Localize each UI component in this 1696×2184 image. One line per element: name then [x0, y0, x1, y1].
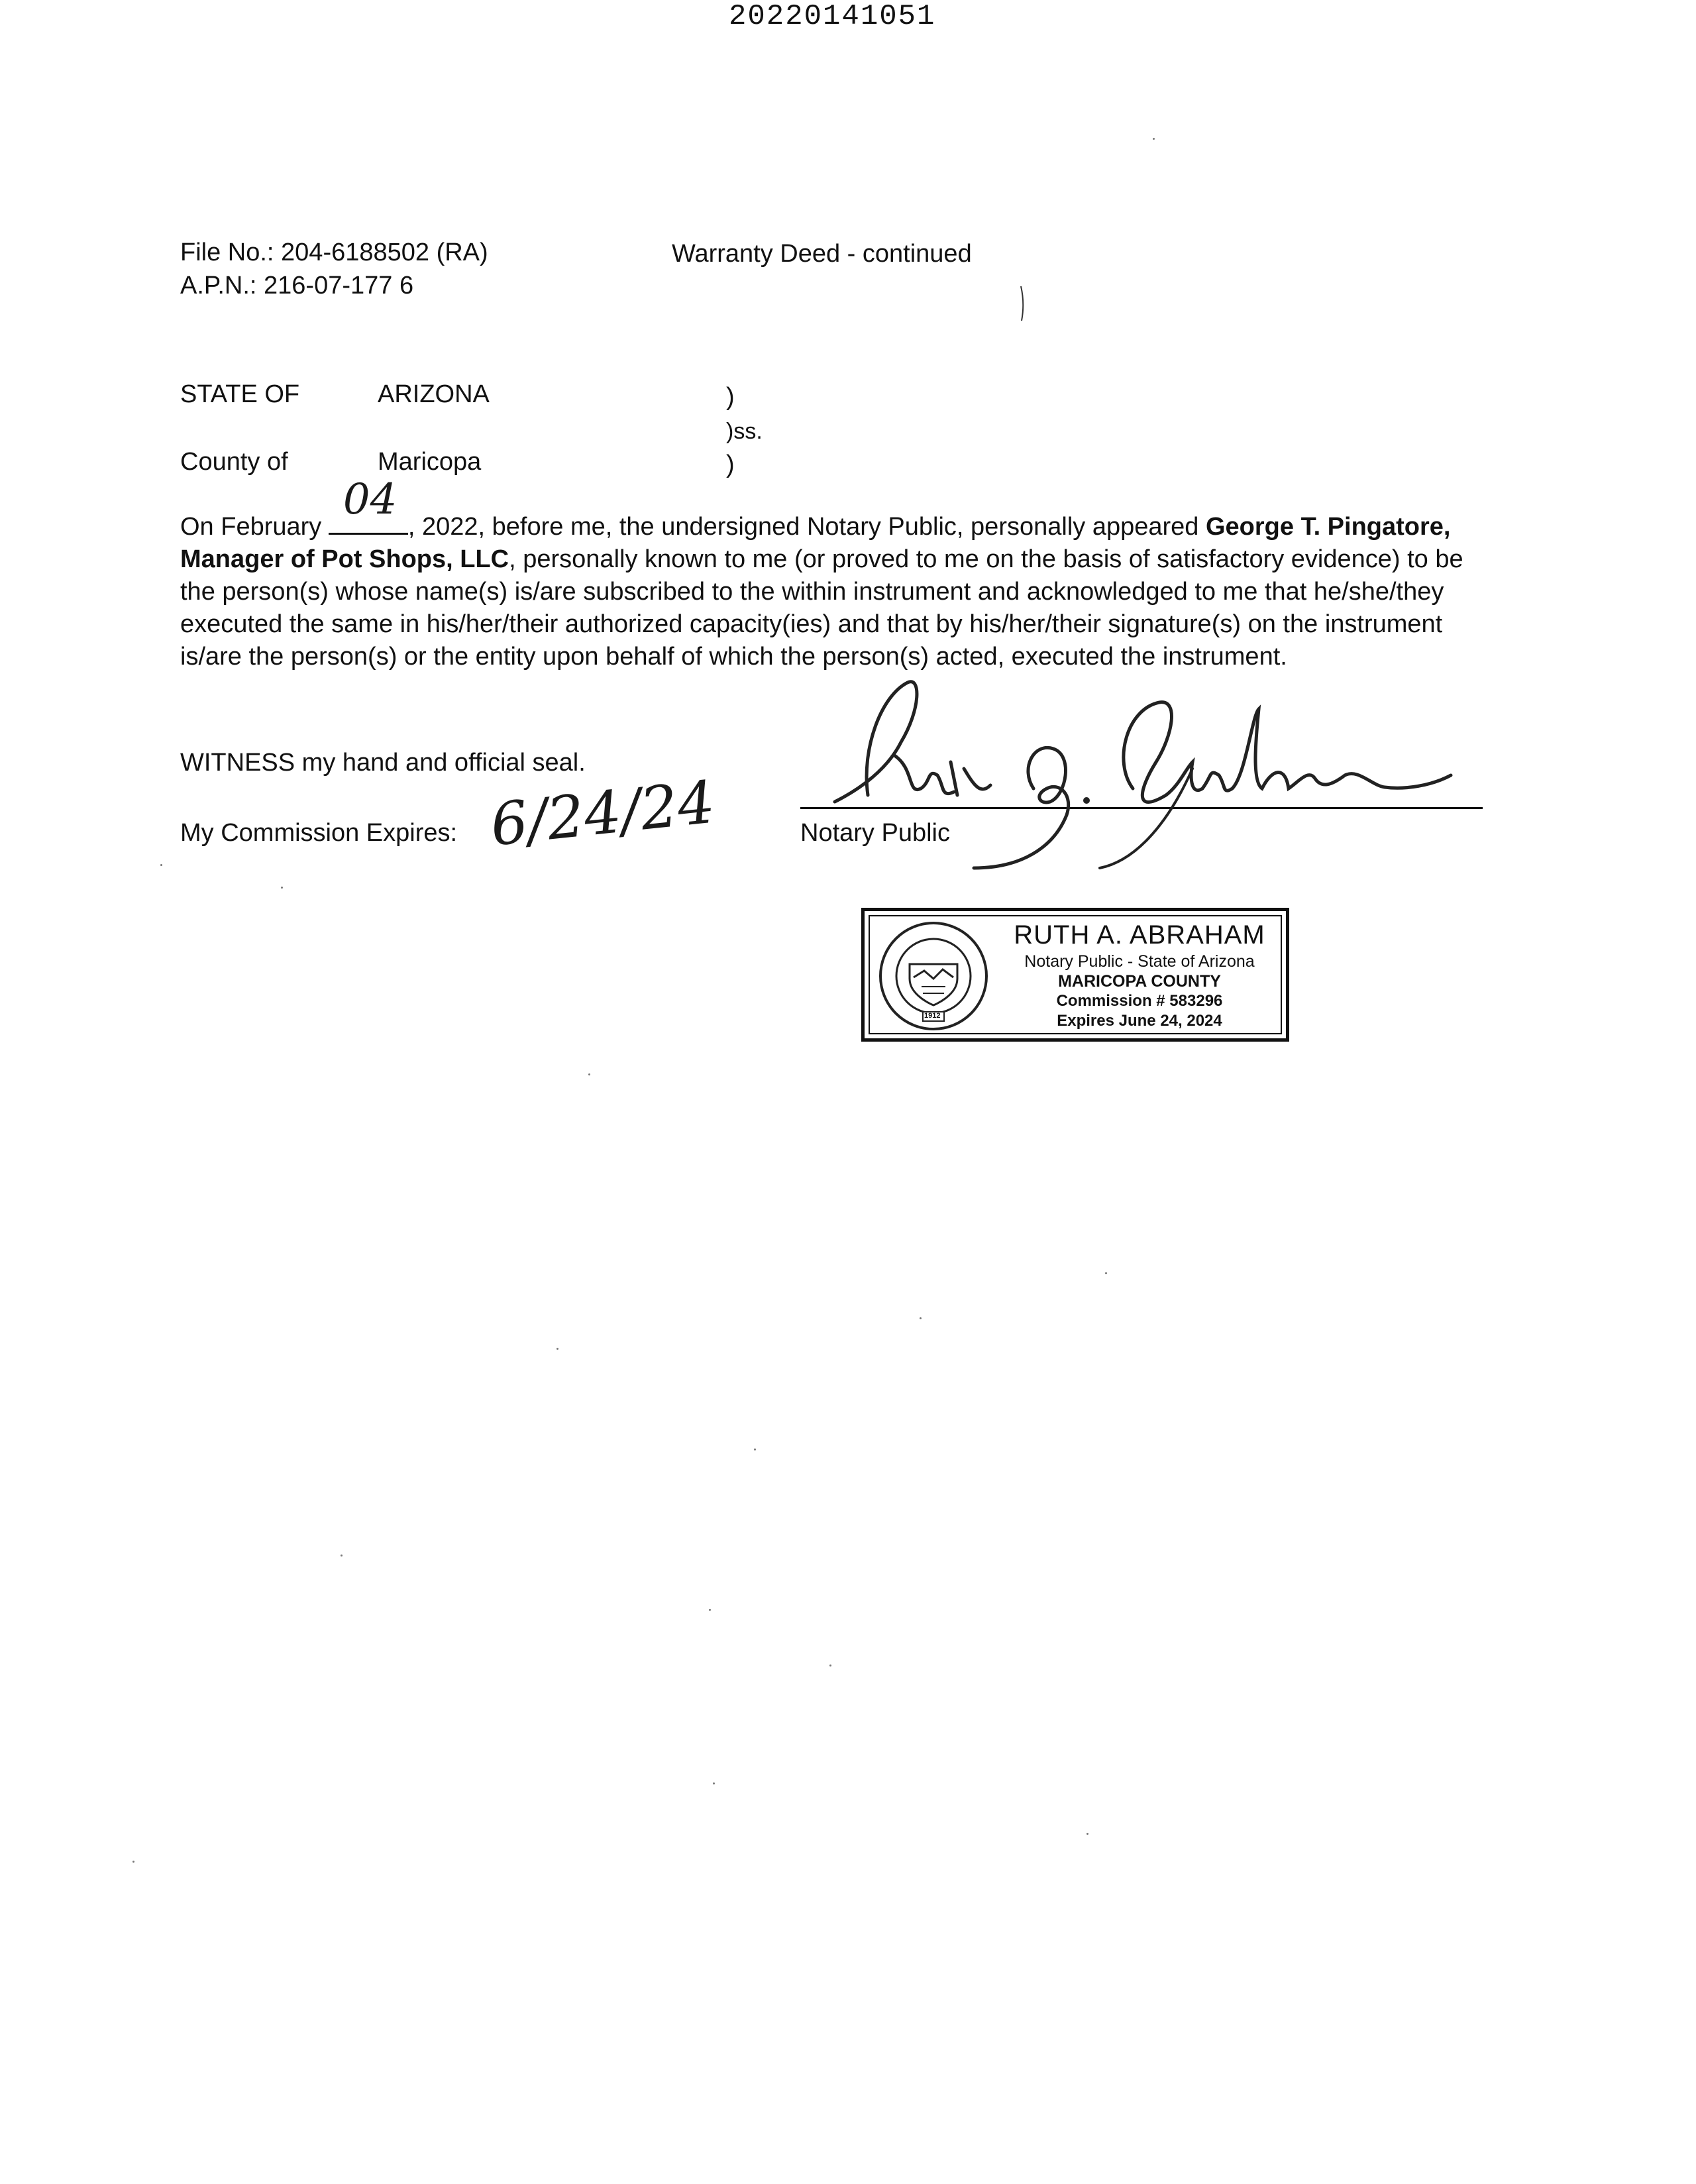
commission-expiry-handwritten: 6/24/24 — [487, 767, 718, 859]
scan-speck — [160, 864, 162, 866]
scan-speck — [1153, 138, 1155, 140]
stamp-line-1: Notary Public - State of Arizona — [1024, 952, 1255, 971]
acknowledgment-paragraph — [180, 475, 1505, 673]
document-title: Warranty Deed - continued — [672, 240, 972, 268]
witness-line: WITNESS my hand and official seal. — [180, 749, 586, 777]
arizona-seal-emblem — [875, 918, 992, 1034]
scan-speck — [281, 887, 283, 889]
scan-speck — [829, 1665, 831, 1666]
venue-paren-close: ) — [726, 451, 735, 478]
scan-speck — [920, 1317, 922, 1319]
commission-label: My Commission Expires: — [180, 819, 458, 847]
scan-speck — [132, 1861, 134, 1863]
scan-speck — [1086, 1833, 1088, 1835]
notary-public-label: Notary Public — [800, 819, 950, 847]
recording-number: 20220141051 — [729, 0, 936, 33]
scan-speck — [341, 1555, 343, 1556]
stamp-notary-name: RUTH A. ABRAHAM — [1014, 920, 1265, 950]
day-blank — [329, 475, 408, 535]
scan-speck — [588, 1073, 590, 1075]
stamp-line-2: MARICOPA COUNTY — [1058, 972, 1221, 991]
scan-speck — [1105, 1272, 1107, 1274]
stray-mark — [1020, 285, 1026, 322]
ack-prefix: On February — [180, 513, 322, 541]
handwritten-day: 04 — [343, 475, 398, 524]
scan-speck — [556, 1348, 558, 1350]
file-number: File No.: 204-6188502 (RA) — [180, 239, 488, 266]
notary-stamp — [861, 908, 1289, 1042]
county-label: County of — [180, 448, 288, 476]
apn: A.P.N.: 216-07-177 6 — [180, 272, 414, 300]
venue-ss: )ss. — [726, 419, 763, 444]
scan-speck — [754, 1448, 756, 1450]
scan-speck — [709, 1609, 711, 1611]
emblem-year: 1912 — [924, 1012, 941, 1020]
scan-speck — [713, 1782, 715, 1784]
stamp-line-4: Expires June 24, 2024 — [1057, 1012, 1222, 1030]
ack-body: , personally known to me (or proved to me on the basis of satisfactory evidence) to be the person(s) whose name(s) is/are subscribed to the within instrument and acknowledged to me that he/she/they executed the same in his/her/their authorized capacity(ies) and that by his/her/their signature(s) on the instrument is/are the person(s) or the entity upon behalf of which the person(s) acted, executed the instrument. — [180, 545, 1463, 671]
state-label: STATE OF — [180, 380, 300, 408]
venue-paren-open: ) — [726, 383, 735, 411]
notary-signature — [822, 669, 1471, 881]
ack-after-day: , 2022, before me, the undersigned Notary Public, personally appeared — [407, 513, 1199, 541]
signer-name: George T. Pingatore, Manager of Pot Shops, LLC — [180, 513, 1451, 573]
state-value: ARIZONA — [378, 380, 490, 408]
stamp-line-3: Commission # 583296 — [1056, 992, 1223, 1010]
county-value: Maricopa — [378, 448, 482, 476]
